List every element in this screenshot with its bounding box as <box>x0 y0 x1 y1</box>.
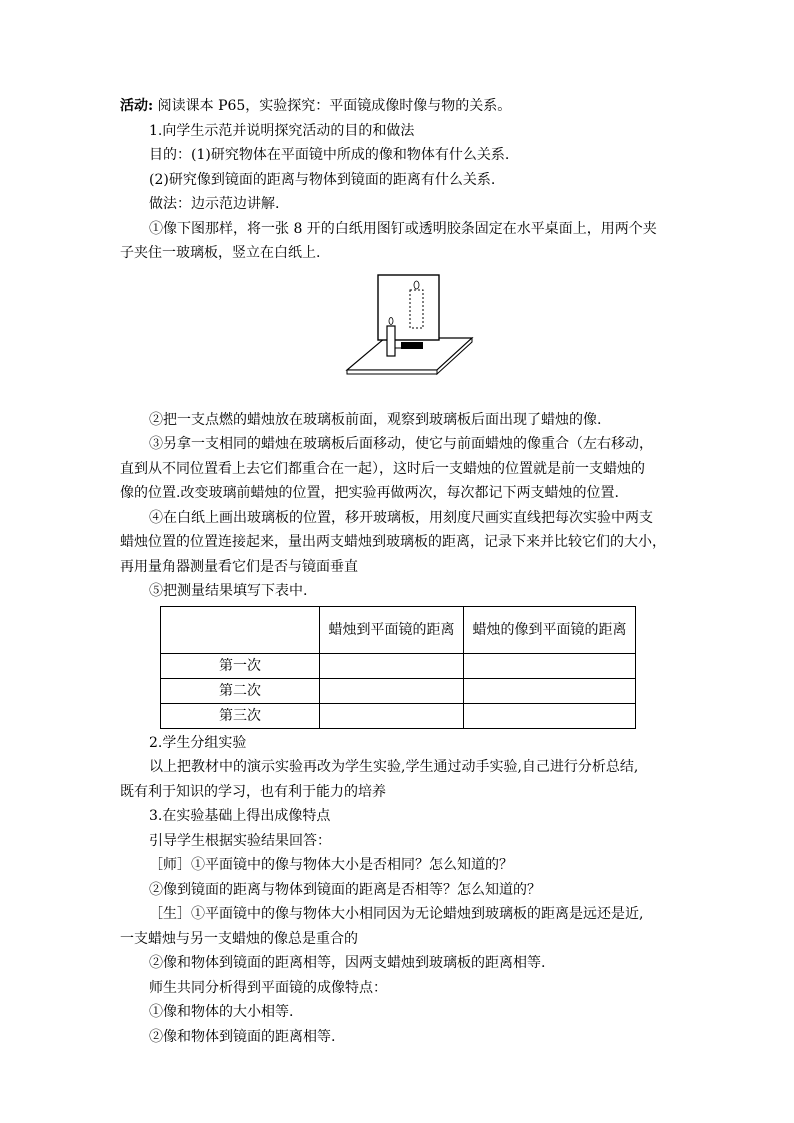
purpose-1: 目的：(1)研究物体在平面镜中所成的像和物体有什么关系. <box>149 147 510 163</box>
table-row <box>161 653 636 678</box>
activity-intro <box>120 94 650 119</box>
conclusion-1: ①像和物体的大小相等. <box>149 1004 294 1020</box>
purpose-2: (2)研究像到镜面的距离与物体到镜面的距离有什么关系. <box>149 171 496 188</box>
row-label: 第二次 <box>161 678 320 703</box>
student-answer-1b: 一支蜡烛与另一支蜡烛的像总是重合的 <box>120 930 358 947</box>
procedure-5: ⑤把测量结果填写下表中. <box>149 583 308 599</box>
group-note-b: 既有利于知识的学习，也有利于能力的培养 <box>120 783 386 800</box>
procedure-3a: ③另拿一支相同的蜡烛在玻璃板后面移动，使它与前面蜡烛的像重合（左右移动， <box>149 436 653 452</box>
procedure-3c: 像的位置.改变玻璃前蜡烛的位置，把实验再做两次，每次都记下两支蜡烛的位置. <box>120 485 619 501</box>
table-header-row <box>161 606 636 653</box>
procedure-4c: 再用量角器测量看它们是否与镜面垂直 <box>120 558 358 575</box>
table-header-empty <box>161 606 320 653</box>
step-2-heading: 2.学生分组实验 <box>149 734 247 751</box>
row-label: 第一次 <box>161 653 320 678</box>
row-label: 第三次 <box>161 703 320 728</box>
teacher-question-2: ②像到镜面的距离与物体到镜面的距离是否相等？怎么知道的？ <box>149 881 541 898</box>
front-candle <box>387 326 395 356</box>
procedure-4b: 蜡烛位置的位置连接起来，量出两支蜡烛到玻璃板的距离，记录下来并比较它们的大小， <box>120 534 666 550</box>
table-cell <box>320 653 464 678</box>
activity-text: 阅读课本 P65，实验探究：平面镜成像时像与物的关系。 <box>157 98 512 114</box>
method-heading: 做法：边示范边讲解. <box>149 196 280 212</box>
document-body <box>120 94 666 1049</box>
table-header-image-distance: 蜡烛的像到平面镜的距离 <box>464 606 636 653</box>
clamp <box>401 342 423 349</box>
conclusion-2: ②像和物体到镜面的距离相等. <box>149 1028 336 1045</box>
conclusion-heading: 师生共同分析得到平面镜的成像特点： <box>149 979 387 996</box>
procedure-4a: ④在白纸上画出玻璃板的位置，移开玻璃板，用刻度尺画实直线把每次实验中两支 <box>149 509 653 526</box>
board-edge <box>347 370 437 374</box>
table-cell <box>464 653 636 678</box>
table-cell <box>320 703 464 728</box>
activity-label: 活动: <box>120 98 154 114</box>
table-cell <box>464 703 636 728</box>
table-header-candle-distance: 蜡烛到平面镜的距离 <box>320 606 464 653</box>
procedure-3b: 直到从不同位置看上去它们都重合在一起），这时后一支蜡烛的位置就是前一支蜡烛的 <box>120 460 645 477</box>
procedure-1a: ①像下图那样，将一张 8 开的白纸用图钉或透明胶条固定在水平桌面上，用两个夹 <box>149 220 657 237</box>
step-1-heading: 1.向学生示范并说明探究活动的目的和做法 <box>149 122 415 139</box>
student-answer-1a: ［生］①平面镜中的像与物体大小相同因为无论蜡烛到玻璃板的距离是远还是近, <box>149 906 644 922</box>
guide-text: 引导学生根据实验结果回答： <box>149 832 331 849</box>
table-cell <box>464 678 636 703</box>
group-note-a: 以上把教材中的演示实验再改为学生实验,学生通过动手实验,自己进行分析总结, <box>149 759 639 775</box>
table-row <box>161 703 636 728</box>
front-flame <box>389 317 393 324</box>
table-row <box>161 678 636 703</box>
measurement-table <box>160 606 636 729</box>
procedure-1b: 子夹住一玻璃板，竖立在白纸上. <box>120 245 321 261</box>
experiment-figure <box>120 270 650 402</box>
table-cell <box>320 678 464 703</box>
procedure-2: ②把一支点燃的蜡烛放在玻璃板前面，观察到玻璃板后面出现了蜡烛的像. <box>149 411 602 428</box>
step-3-heading: 3.在实验基础上得出成像特点 <box>149 808 331 824</box>
teacher-question-1: ［师］①平面镜中的像与物体大小是否相同？怎么知道的？ <box>149 857 513 873</box>
mirror-candle-illustration <box>345 270 475 400</box>
student-answer-2: ②像和物体到镜面的距离相等，因两支蜡烛到玻璃板的距离相等. <box>149 955 546 971</box>
